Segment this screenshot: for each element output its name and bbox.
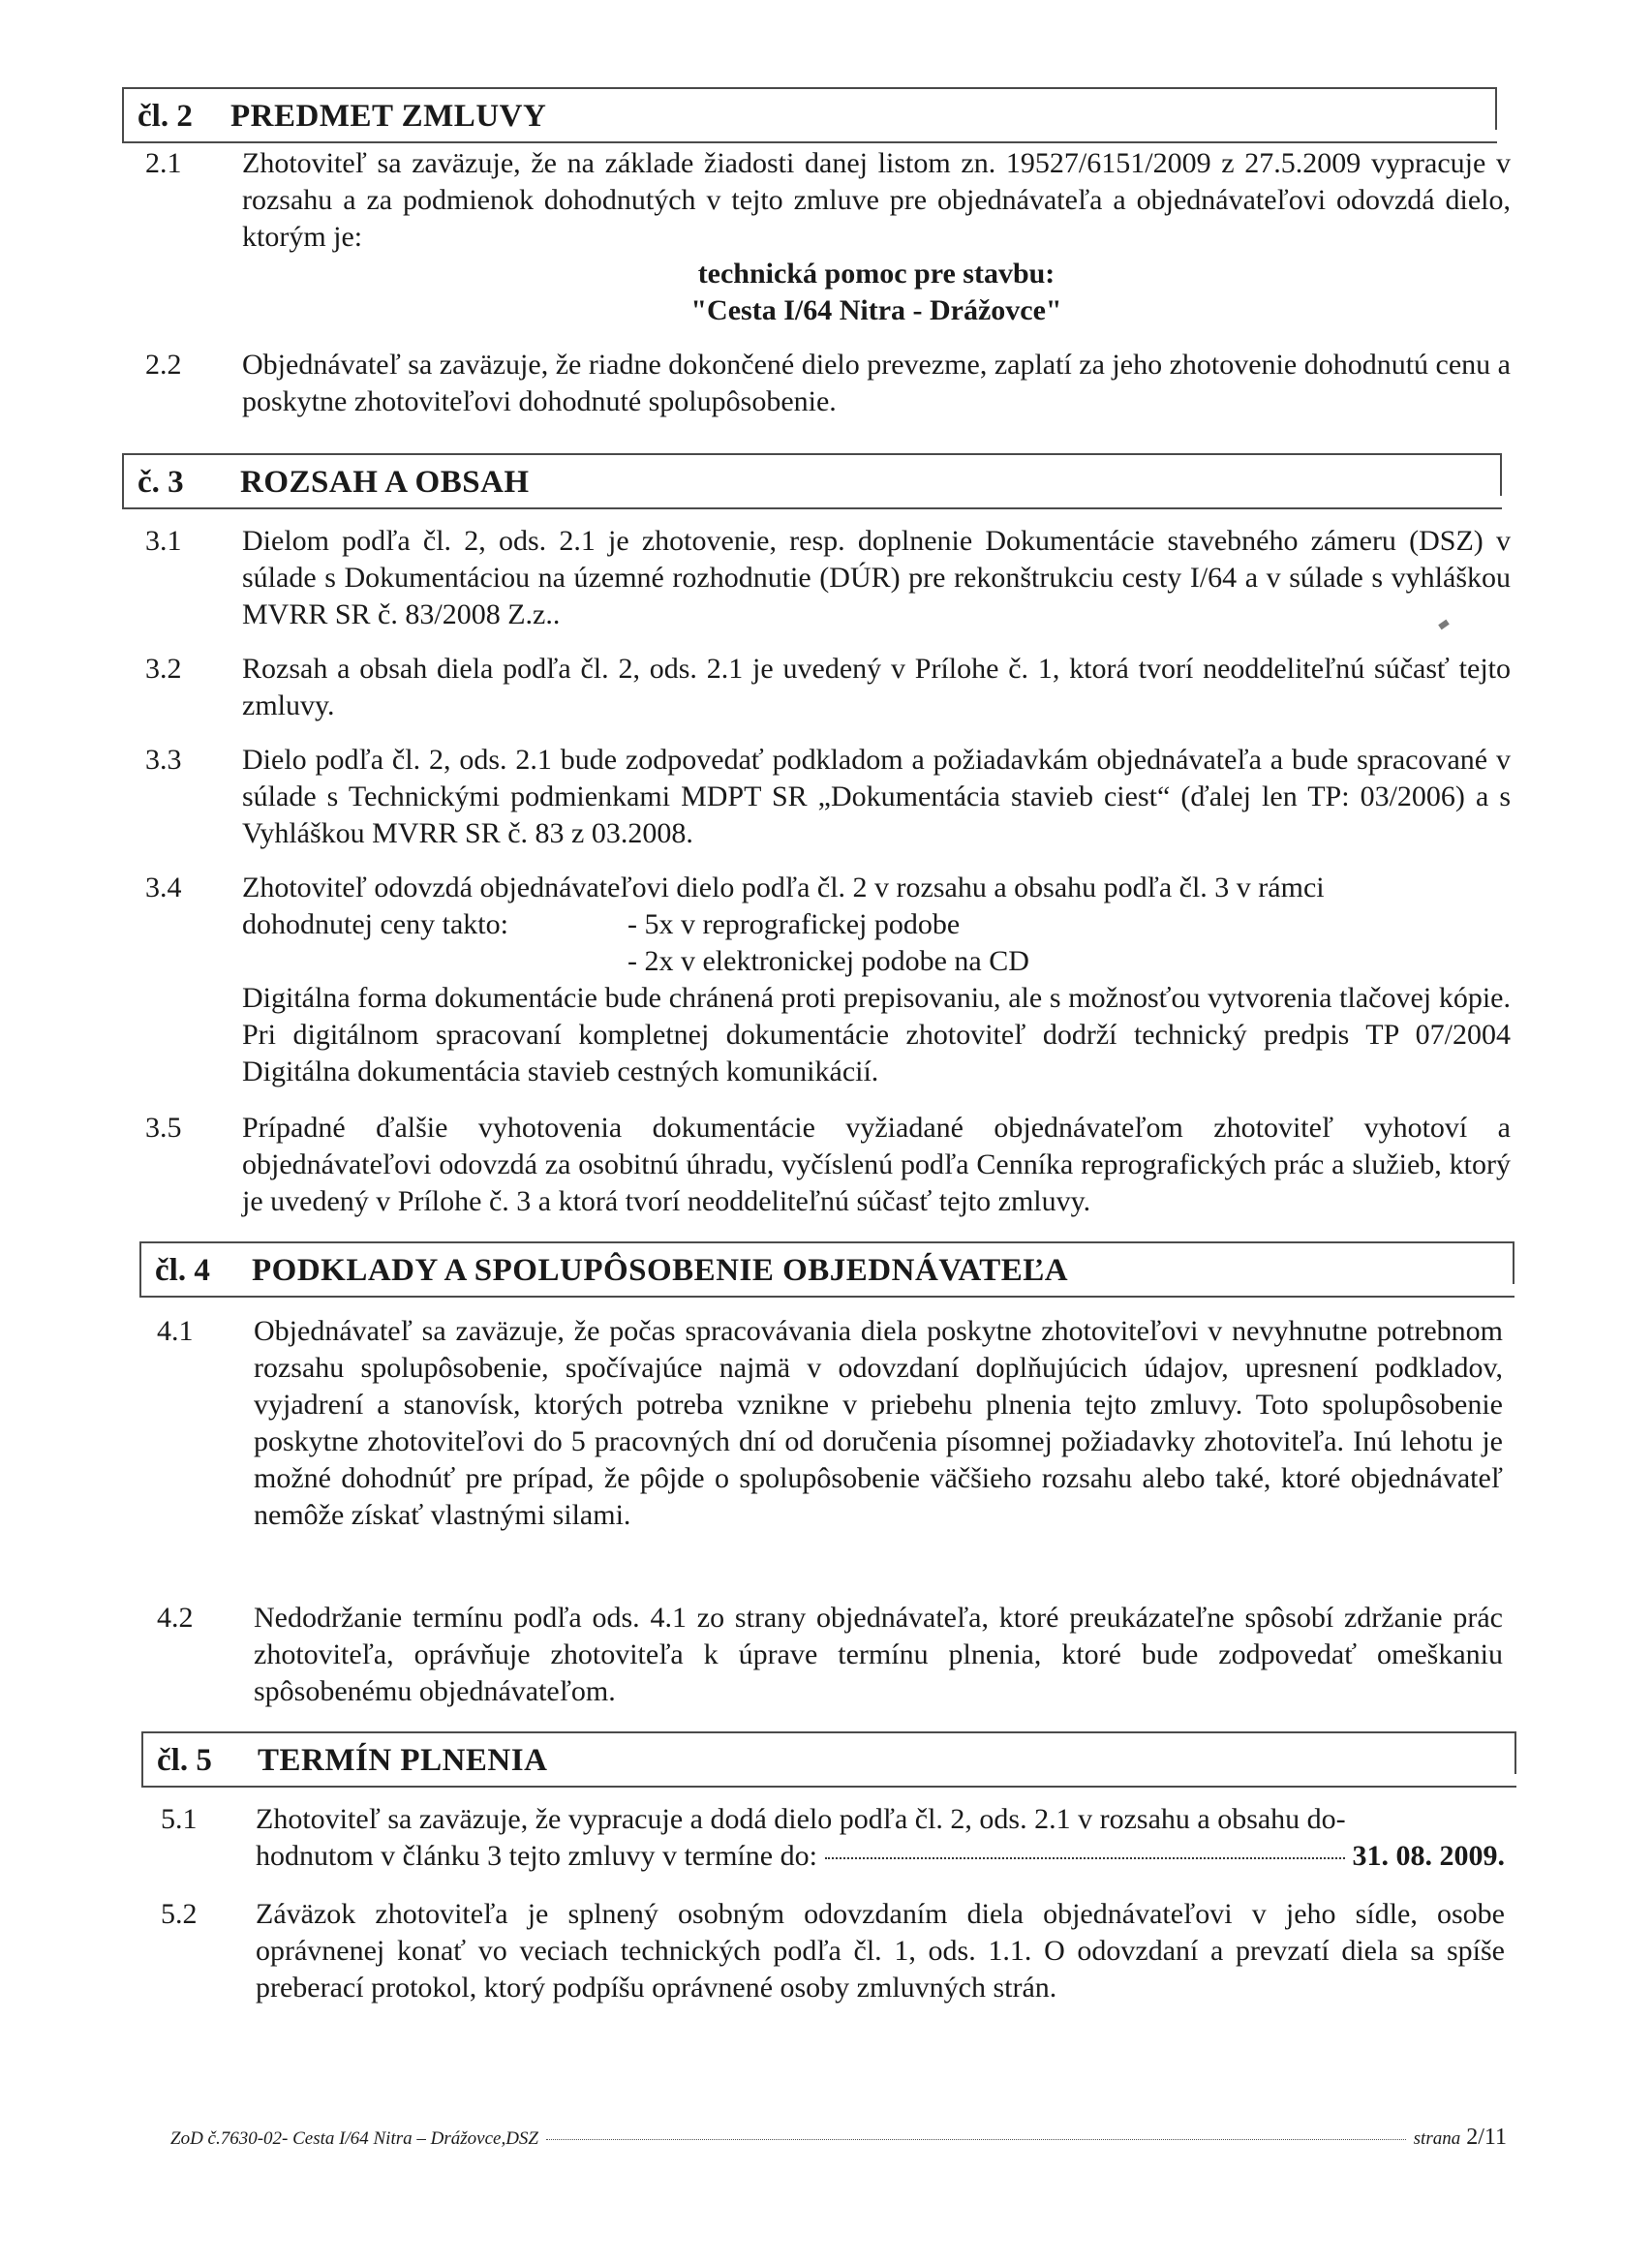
clause-number: 2.1 [145,147,182,179]
page-footer [170,2119,1507,2157]
deadline-date: 31. 08. 2009. [1352,1840,1505,1872]
clause-number: 3.4 [145,872,182,903]
clause-text: Záväzok zhotoviteľa je splnený osobným odovzdaním diela objednávateľovi v jeho sídle, osobe oprávnenej konať vo veciach technických podľa čl. 1, ods. 1.1. O odovzdaní a prevzatí diela sa spíše preberací protokol, ktorý podpíšu oprávnené osoby zmluvných strán. [256,1898,1505,2004]
clause-text: Zhotoviteľ odovzdá objednávateľovi dielo podľa čl. 2 v rozsahu a obsahu podľa čl. 3 v rámci [242,872,1325,903]
delivery-option: - 2x v elektronickej podobe na CD [627,945,1029,977]
clause-text: Objednávateľ sa zaväzuje, že počas spracovávania diela poskytne zhotoviteľovi v nevyhnutne potrebnom rozsahu spolupôsobenie, spočívajúce najmä v odovzdaní doplňujúcich údajov, upresnení podkladov, vyjadrení a stanovísk, ktorých potreba vznikne v priebehu plnenia tejto zmluvy. Toto spolupôsobenie poskytne zhotoviteľovi do 5 pracovných dní od doručenia písomnej požiadavky zhotoviteľa. Inú lehotu je možné dohodnúť pre prípad, že pôjde o spolupôsobenie väčšieho rozsahu alebo také, ktoré objednávateľ nemôže získať vlastnými silami. [254,1315,1503,1531]
section-title: PODKLADY A SPOLUPÔSOBENIE OBJEDNÁVATEĽA [252,1253,1069,1288]
clause-number: 2.2 [145,349,182,381]
clause-text: Nedodržanie termínu podľa ods. 4.1 zo strany objednávateľa, ktoré preukázateľne spôsobí zdržanie prác zhotoviteľa, oprávňuje zhotoviteľa k úprave termínu plnenia, ktoré bude zodpovedať omeškaniu spôsobenému objednávateľom. [254,1602,1503,1707]
footer-doc-ref: ZoD č.7630-02- Cesta I/64 Nitra – Drážovce,DSZ [170,2128,538,2149]
work-name: "Cesta I/64 Nitra - Drážovce" [690,294,1062,326]
clause-text: Dielo podľa čl. 2, ods. 2.1 bude zodpovedať podkladom a požiadavkám objednávateľa a bude spracované v súlade s Technickými podmienkami MDPT SR „Dokumentácia stavieb ciest“ (ďalej len TP: 03/2006) a s Vyhláškou MVRR SR č. 83 z 03.2008. [242,744,1511,849]
section-title: ROZSAH A OBSAH [240,465,530,500]
section-number: č. 3 [138,465,184,500]
clause-text: Objednávateľ sa zaväzuje, že riadne dokončené dielo prevezme, zaplatí za jeho zhotovenie dohodnutú cenu a poskytne zhotoviteľovi dohodnuté spolupôsobenie. [242,349,1511,417]
clause-number: 3.3 [145,744,182,776]
clause-text: Dielom podľa čl. 2, ods. 2.1 je zhotovenie, resp. doplnenie Dokumentácie stavebného zámeru (DSZ) v súlade s Dokumentáciou na územné rozhodnutie (DÚR) pre rekonštrukciu cesty I/64 a v súlade s vyhláškou MVRR SR č. 83/2008 Z.z.. [242,525,1511,630]
clause-number: 3.5 [145,1112,182,1144]
heading-underline [141,1296,1514,1298]
heading-underline [124,141,1497,143]
section-heading-4 [139,1241,1514,1298]
section-heading-5 [141,1731,1516,1788]
section-title: TERMÍN PLNENIA [258,1743,548,1778]
section-number: čl. 2 [138,99,193,134]
clause-number: 4.2 [157,1602,194,1634]
heading-underline [143,1786,1516,1788]
delivery-list [242,906,1511,980]
section-number: čl. 4 [155,1253,210,1288]
section-title: PREDMET ZMLUVY [230,99,547,134]
clause-text: Prípadné ďalšie vyhotovenia dokumentácie vyžiadané objednávateľom zhotoviteľ vyhotoví a objednávateľovi odovzdá za osobitnú úhradu, vyčíslenú podľa Cenníka reprografických prác a služieb, ktorý je uvedený v Prílohe č. 3 a ktorá tvorí neoddeliteľnú súčasť tejto zmluvy. [242,1112,1511,1217]
delivery-option: - 5x v reprografickej podobe [627,908,961,940]
section-heading-2 [122,87,1497,143]
clause-text: Zhotoviteľ sa zaväzuje, že vypracuje a dodá dielo podľa čl. 2, ods. 2.1 v rozsahu a obsahu do- [256,1803,1346,1835]
section-number: čl. 5 [157,1743,212,1778]
page-label: strana [1413,2128,1461,2149]
deadline-line [256,1838,1505,1875]
footer-dot-leader [546,2139,1406,2140]
clause-number: 5.2 [161,1898,198,1930]
heading-underline [124,507,1502,509]
work-type: technická pomoc pre stavbu: [697,258,1055,290]
dot-leader [825,1857,1345,1859]
deadline-lead: hodnutom v článku 3 tejto zmluvy v termíne do: [256,1840,817,1872]
page-value: 2/11 [1466,2125,1507,2150]
clause-number: 4.1 [157,1315,194,1347]
delivery-lead: dohodnutej ceny takto: [242,908,508,940]
clause-text: Rozsah a obsah diela podľa čl. 2, ods. 2.1 je uvedený v Prílohe č. 1, ktorá tvorí neoddeliteľnú súčasť tejto zmluvy. [242,653,1511,721]
clause-number: 3.1 [145,525,182,557]
page-number [1414,2119,1507,2157]
clause-number: 5.1 [161,1803,198,1835]
clause-text-continued: Digitálna forma dokumentácie bude chránená proti prepisovaniu, ale s možnosťou vytvorenia tlačovej kópie. Pri digitálnom spracovaní kompletnej dokumentácie zhotoviteľ dodrží technický predpis TP 07/2004 Digitálna dokumentácia stavieb cestných komunikácií. [242,982,1511,1087]
clause-number: 3.2 [145,653,182,685]
clause-text: Zhotoviteľ sa zaväzuje, že na základe žiadosti danej listom zn. 19527/6151/2009 z 27.5.2009 vypracuje v rozsahu a za podmienok dohodnutých v tejto zmluve pre objednávateľa a objednávateľovi odovzdá dielo, ktorým je: [242,147,1511,253]
section-heading-3 [122,453,1502,509]
